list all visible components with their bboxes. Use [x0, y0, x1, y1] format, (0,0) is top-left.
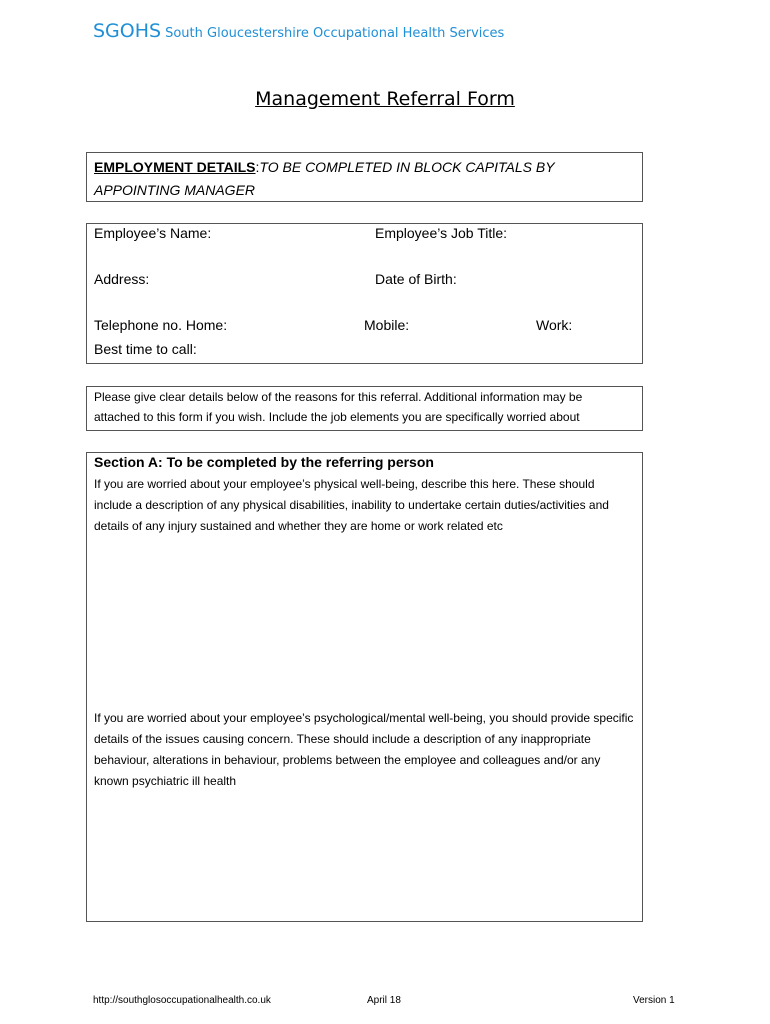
instructions-line-1: Please give clear details below of the reasons for this referral. Additional information may be — [94, 390, 583, 404]
instructions-line-2: attached to this form if you wish. Include the job elements you are specifically worried about — [94, 410, 580, 424]
footer-url: http://southglosoccupationalhealth.co.uk — [93, 995, 271, 1006]
section-a-box — [86, 452, 643, 922]
organisation-full-name: South Gloucestershire Occupational Health Services — [165, 26, 505, 41]
employment-details-instruction: TO BE COMPLETED IN BLOCK CAPITALS BY APPOINTING MANAGER — [94, 159, 555, 198]
best-time-to-call-field[interactable]: Best time to call: — [94, 341, 197, 357]
employment-details-label: EMPLOYMENT DETAILS — [94, 159, 256, 175]
footer-date: April 18 — [367, 995, 401, 1006]
physical-wellbeing-prompt: If you are worried about your employee’s physical well-being, describe this here. These should include a description of any physical disabilities, inability to undertake certain duties/activities and details of any injury sustained and whether they are home or work related etc — [94, 477, 609, 533]
telephone-home-field[interactable]: Telephone no. Home: — [94, 317, 228, 333]
employee-info-box — [86, 223, 643, 364]
employee-name-field[interactable]: Employee’s Name: — [94, 225, 212, 241]
footer-version: Version 1 — [633, 995, 675, 1006]
date-of-birth-field[interactable]: Date of Birth: — [375, 271, 457, 287]
work-phone-field[interactable]: Work: — [536, 317, 573, 333]
employment-details-heading: EMPLOYMENT DETAILS:TO BE COMPLETED IN BLOCK CAPITALS BY APPOINTING MANAGER — [94, 159, 555, 198]
organisation-header — [93, 20, 504, 42]
form-title: Management Referral Form — [255, 88, 515, 110]
section-a-title: Section A: To be completed by the referring person — [94, 454, 434, 470]
mobile-field[interactable]: Mobile: — [364, 317, 410, 333]
psychological-wellbeing-prompt: If you are worried about your employee’s psychological/mental well-being, you should provide specific details of the issues causing concern. These should include a description of any inappropriate behaviour, alterations in behaviour, problems between the employee and colleagues and/or any known psychiatric ill health — [94, 711, 634, 788]
address-field[interactable]: Address: — [94, 271, 150, 287]
referral-instructions-box — [86, 386, 643, 431]
job-title-field[interactable]: Employee’s Job Title: — [375, 225, 508, 241]
employment-details-box — [86, 152, 643, 202]
organisation-abbreviation: SGOHS — [93, 20, 162, 42]
